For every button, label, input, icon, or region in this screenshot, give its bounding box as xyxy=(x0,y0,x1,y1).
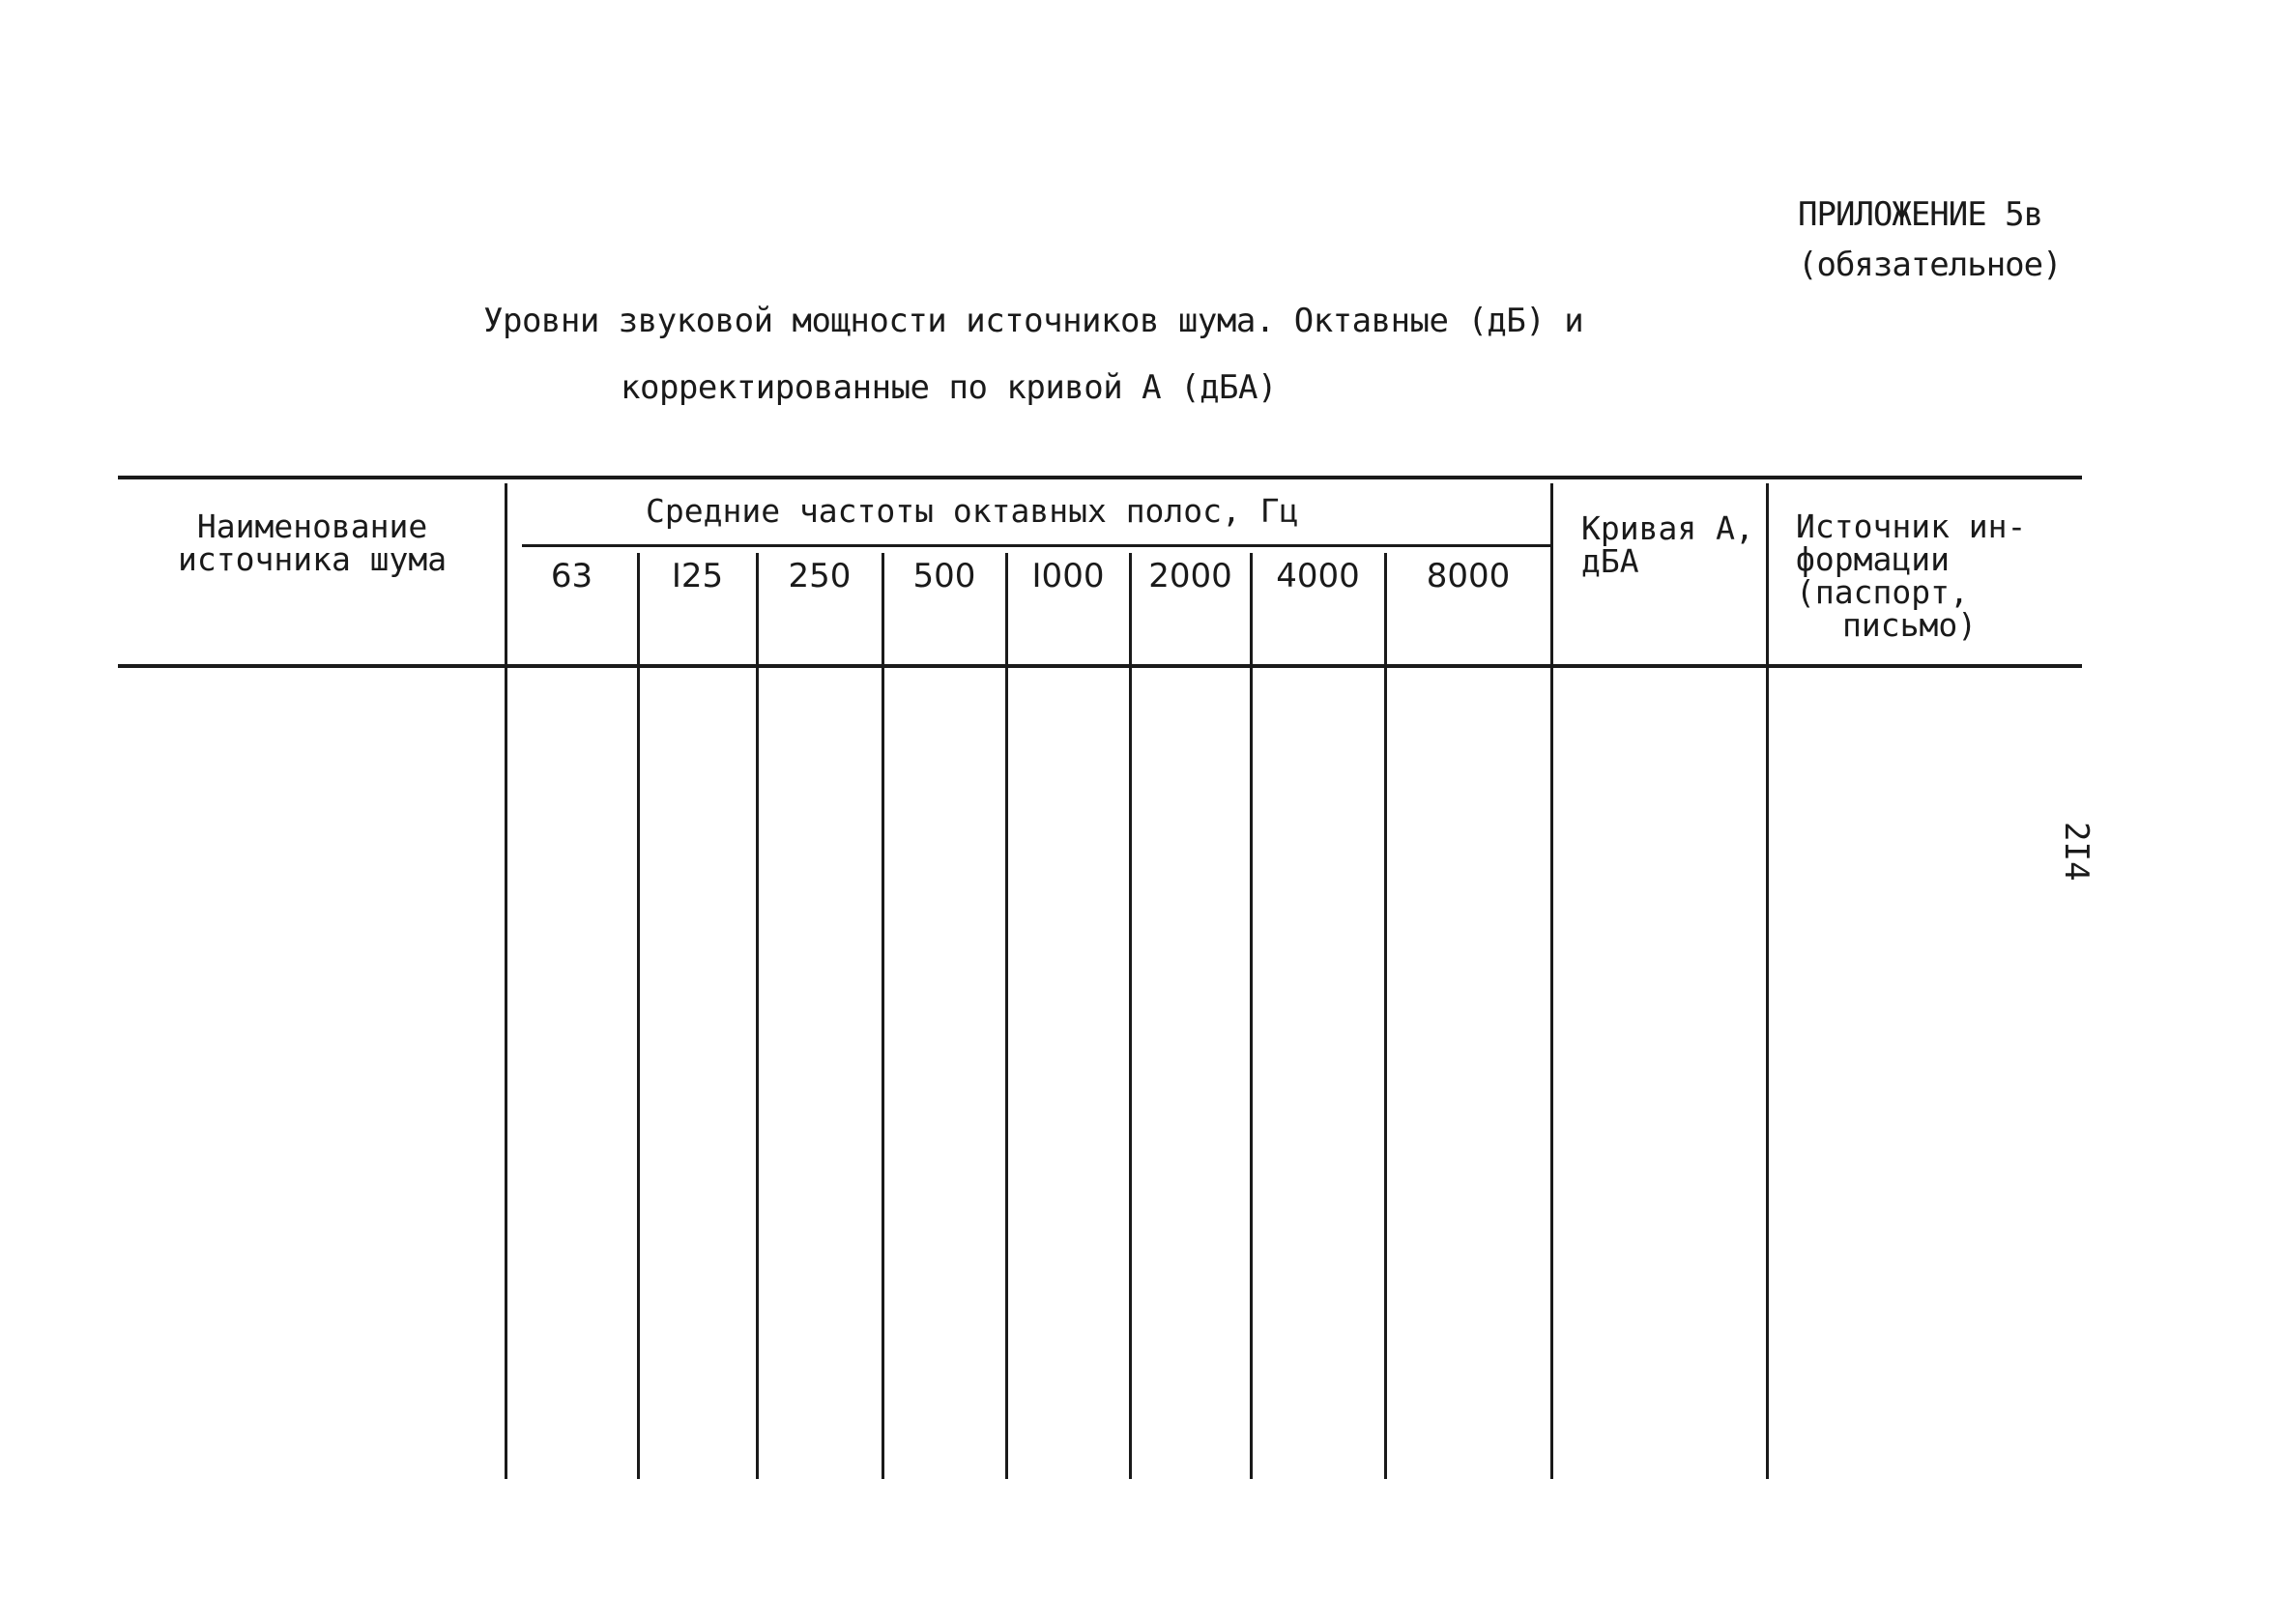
frequency-cell: 8000 xyxy=(1426,557,1511,595)
frequency-cell: 63 xyxy=(550,557,593,595)
header-a-curve xyxy=(1581,509,1754,580)
frequency-cell: 4000 xyxy=(1276,557,1360,595)
header-source-name xyxy=(178,510,447,576)
header-bottom-rule xyxy=(118,664,2082,668)
header-a-curve-line: дБА xyxy=(1581,542,1639,580)
header-info-source-line: Источник ин- xyxy=(1796,508,2027,545)
frequency-cell: I25 xyxy=(671,557,724,595)
column-divider xyxy=(1005,553,1008,1479)
table-top-rule xyxy=(118,476,2082,479)
column-divider xyxy=(1250,553,1253,1479)
table-title-line-1: Уровни звуковой мощности источников шума. Октавные (дБ) и xyxy=(483,302,1584,340)
header-source-name-line: источника шума xyxy=(178,540,448,578)
header-a-curve-line: Кривая А, xyxy=(1581,509,1754,547)
header-info-source-line: формации xyxy=(1796,540,1950,578)
appendix-header xyxy=(1798,189,2062,290)
column-divider xyxy=(637,553,640,1479)
header-frequency-group: Средние частоты октавных полос, Гц xyxy=(646,492,1299,530)
column-divider xyxy=(756,553,759,1479)
appendix-note: (обязательное) xyxy=(1798,246,2062,284)
frequency-group-rule xyxy=(522,544,1552,547)
table-title-line-2: корректированные по кривой А (дБА) xyxy=(621,368,1277,407)
frequency-cell: I000 xyxy=(1031,557,1105,595)
column-divider xyxy=(1766,483,1769,1479)
column-divider xyxy=(882,553,884,1479)
appendix-label: ПРИЛОЖЕНИЕ 5в xyxy=(1798,195,2043,234)
header-info-source-line: письмо) xyxy=(1842,606,1978,644)
page-number: 2I4 xyxy=(2057,822,2096,882)
header-info-source-line: (паспорт, xyxy=(1796,573,1969,611)
column-divider xyxy=(1550,483,1553,1479)
frequency-cell: 500 xyxy=(912,557,976,595)
frequency-cell: 2000 xyxy=(1148,557,1232,595)
header-info-source xyxy=(1796,510,2026,642)
frequency-cell: 250 xyxy=(788,557,852,595)
column-divider xyxy=(505,483,507,1479)
header-source-name-line: Наименование xyxy=(196,508,428,545)
column-divider xyxy=(1129,553,1132,1479)
column-divider xyxy=(1384,553,1387,1479)
